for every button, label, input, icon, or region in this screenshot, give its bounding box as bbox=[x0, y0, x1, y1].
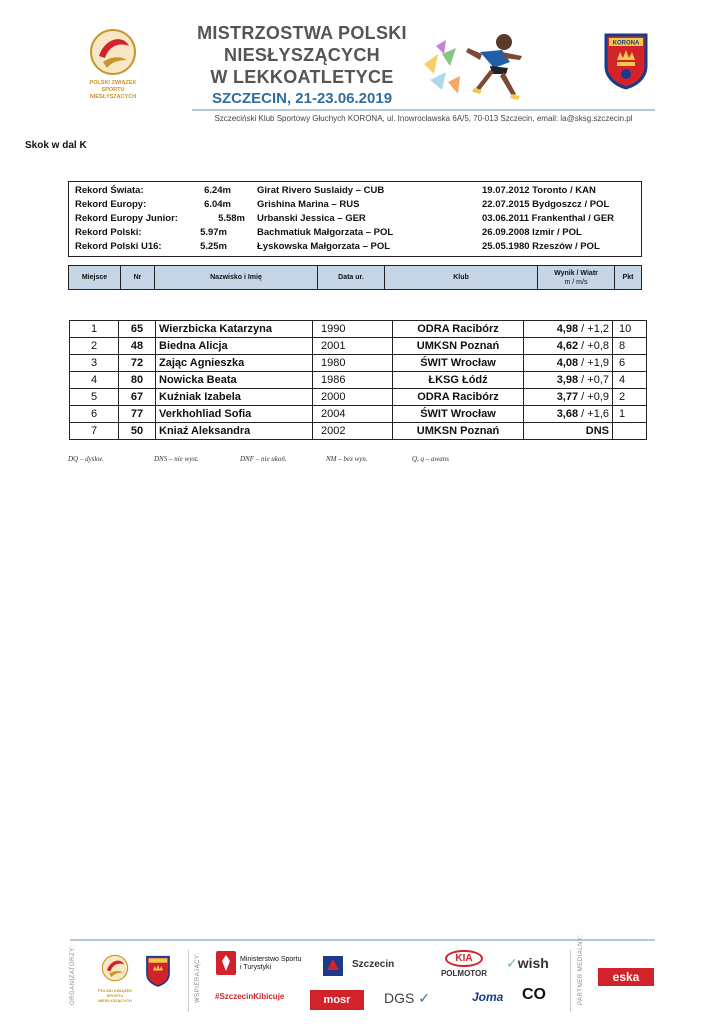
korona-logo-text: KORONA bbox=[612, 40, 640, 47]
szczecin-crest-icon bbox=[322, 955, 344, 977]
cell-place: 3 bbox=[70, 355, 119, 372]
col-points: Pkt bbox=[622, 274, 634, 281]
record-mark: 6.04m bbox=[204, 199, 231, 210]
cell-points: 1 bbox=[613, 406, 647, 423]
dgs-text: DGS bbox=[384, 990, 415, 1006]
polish-eagle-icon bbox=[216, 951, 236, 975]
cell-mark: 3,98 bbox=[556, 374, 579, 386]
footer-korona-shield-icon bbox=[145, 955, 171, 987]
record-place: 22.07.2015 Bydgoszcz / POL bbox=[482, 199, 610, 210]
table-row bbox=[70, 321, 647, 338]
cell-year: 2000 bbox=[313, 389, 393, 406]
sprinter-illustration-icon bbox=[420, 24, 530, 108]
cell-name: Zając Agnieszka bbox=[156, 355, 313, 372]
record-label: Rekord Polski U16: bbox=[75, 241, 162, 252]
results-table bbox=[69, 320, 647, 440]
cell-nr: 77 bbox=[119, 406, 156, 423]
footer-pzsn-text: POLSKI ZWIĄZEK SPORTU NIESŁYSZĄCYCH bbox=[97, 988, 133, 1003]
record-label: Rekord Polski: bbox=[75, 227, 142, 238]
hashtag-text: #SzczecinKibicuje bbox=[215, 992, 285, 1001]
cell-club: UMKSN Poznań bbox=[393, 423, 524, 440]
results-column-header bbox=[68, 265, 642, 290]
table-row bbox=[70, 338, 647, 355]
korona-logo bbox=[603, 32, 649, 90]
cell-mark: 4,98 bbox=[556, 323, 579, 335]
cell-mark: DNS bbox=[585, 425, 609, 437]
col-nr: Nr bbox=[121, 266, 155, 289]
cell-result bbox=[524, 338, 613, 355]
cell-wind: / +0,9 bbox=[578, 391, 609, 403]
col-club: Klub bbox=[385, 266, 538, 289]
organizers-label: ORGANIZATORZY: bbox=[70, 945, 76, 1005]
cell-place: 7 bbox=[70, 423, 119, 440]
cell-year: 2002 bbox=[313, 423, 393, 440]
record-row bbox=[69, 185, 641, 199]
col-birth: Data ur. bbox=[318, 266, 385, 289]
cell-points: 4 bbox=[613, 372, 647, 389]
abbreviation-legend bbox=[68, 455, 488, 465]
title-line-1: MISTRZOSTWA POLSKI bbox=[197, 23, 407, 43]
table-row bbox=[70, 372, 647, 389]
cell-wind: / +1,9 bbox=[578, 357, 609, 369]
korona-shield-icon bbox=[603, 32, 649, 90]
record-mark: 5.58m bbox=[218, 213, 245, 224]
cell-name: Nowicka Beata bbox=[156, 372, 313, 389]
record-row bbox=[69, 213, 641, 227]
cell-year: 1986 bbox=[313, 372, 393, 389]
cell-result bbox=[524, 406, 613, 423]
cell-result bbox=[524, 423, 613, 440]
dgs-check-icon: ✓ bbox=[414, 990, 430, 1006]
cell-mark: 4,62 bbox=[556, 340, 579, 352]
cell-points: 8 bbox=[613, 338, 647, 355]
cell-club: ŁKSG Łódź bbox=[393, 372, 524, 389]
partner-label: PARTNER MEDIALNY: bbox=[578, 934, 584, 1005]
cell-year: 1980 bbox=[313, 355, 393, 372]
cell-nr: 80 bbox=[119, 372, 156, 389]
support-label: WSPIERAJĄCY: bbox=[195, 952, 201, 1003]
cell-place: 1 bbox=[70, 321, 119, 338]
cell-name: Kuźniak Izabela bbox=[156, 389, 313, 406]
pzsn-emblem-icon bbox=[89, 26, 137, 78]
record-place: 19.07.2012 Toronto / KAN bbox=[482, 185, 596, 196]
cell-name: Kniaź Aleksandra bbox=[156, 423, 313, 440]
cell-name: Verkhohliad Sofia bbox=[156, 406, 313, 423]
cell-year: 2001 bbox=[313, 338, 393, 355]
cell-mark: 4,08 bbox=[556, 357, 579, 369]
footer-divider-2 bbox=[570, 950, 571, 1012]
legend-dns: DNS – nie wyst. bbox=[154, 455, 199, 463]
table-row bbox=[70, 423, 647, 440]
title-line-3: W LEKKOATLETYCE bbox=[210, 67, 394, 87]
cell-wind: / +1,6 bbox=[578, 408, 609, 420]
legend-q: Q, q – awans bbox=[412, 455, 449, 463]
cell-nr: 48 bbox=[119, 338, 156, 355]
cell-nr: 65 bbox=[119, 321, 156, 338]
cell-points: 6 bbox=[613, 355, 647, 372]
table-row bbox=[70, 355, 647, 372]
col-result-units: m / m/s bbox=[564, 278, 588, 286]
record-holder: Łyskowska Małgorzata – POL bbox=[257, 241, 391, 252]
cell-place: 5 bbox=[70, 389, 119, 406]
footer-pzsn-logo bbox=[96, 953, 134, 1003]
organizer-address: Szczeciński Klub Sportowy Głuchych KORONA, ul. Inowrocławska 6A/5, 70-013 Szczecin, email: la@sksg.szczecin.pl bbox=[214, 114, 633, 123]
record-place: 26.09.2008 Izmir / POL bbox=[482, 227, 582, 238]
table-row bbox=[70, 406, 647, 423]
cell-club: ODRA Racibórz bbox=[393, 321, 524, 338]
cell-club: ODRA Racibórz bbox=[393, 389, 524, 406]
cell-nr: 67 bbox=[119, 389, 156, 406]
cell-wind: / +0,8 bbox=[578, 340, 609, 352]
cell-mark: 3,77 bbox=[556, 391, 579, 403]
cell-nr: 50 bbox=[119, 423, 156, 440]
col-name: Nazwisko i Imię bbox=[155, 266, 318, 289]
cell-year: 2004 bbox=[313, 406, 393, 423]
record-holder: Urbanski Jessica – GER bbox=[257, 213, 366, 224]
szczecin-logo bbox=[322, 955, 402, 977]
record-place: 03.06.2011 Frankenthal / GER bbox=[482, 213, 615, 224]
record-row bbox=[69, 227, 641, 241]
record-mark: 5.97m bbox=[200, 227, 227, 238]
kia-logo bbox=[436, 948, 492, 978]
legend-dnf: DNF – nie ukoń. bbox=[240, 455, 287, 463]
cell-place: 6 bbox=[70, 406, 119, 423]
legend-nm: NM – bez wyn. bbox=[326, 455, 368, 463]
col-result bbox=[538, 266, 615, 289]
record-holder: Grishina Marina – RUS bbox=[257, 199, 360, 210]
record-label: Rekord Europy Junior: bbox=[75, 213, 178, 224]
cell-club: ŚWIT Wrocław bbox=[393, 406, 524, 423]
cell-points: 2 bbox=[613, 389, 647, 406]
record-label: Rekord Europy: bbox=[75, 199, 147, 210]
cell-place: 4 bbox=[70, 372, 119, 389]
event-title: Skok w dal K bbox=[25, 140, 87, 151]
legend-dq: DQ – dyskw. bbox=[68, 455, 104, 463]
title-line-2: NIESŁYSZĄCYCH bbox=[224, 45, 380, 65]
kia-mark: KIA bbox=[445, 950, 482, 967]
col-result-label: Wynik / Wiatr bbox=[554, 269, 598, 277]
pzsn-emblem-icon bbox=[101, 953, 129, 983]
cell-place: 2 bbox=[70, 338, 119, 355]
record-holder: Bachmatiuk Małgorzata – POL bbox=[257, 227, 394, 238]
cell-result bbox=[524, 321, 613, 338]
pzsn-logo-text: POLSKI ZWIĄZEK SPORTU NIESŁYSZĄCYCH bbox=[89, 80, 137, 100]
header-divider bbox=[192, 109, 655, 111]
cell-nr: 72 bbox=[119, 355, 156, 372]
record-holder: Girat Rivero Suslaidy – CUB bbox=[257, 185, 385, 196]
ministry-text: Ministerstwo Sportu i Turystyki bbox=[240, 956, 302, 971]
footer-divider bbox=[70, 939, 655, 941]
wish-text: wish bbox=[517, 955, 549, 971]
event-header bbox=[192, 22, 412, 109]
col-place: Miejsce bbox=[69, 266, 121, 289]
cell-club: ŚWIT Wrocław bbox=[393, 355, 524, 372]
mosr-logo: mosr bbox=[310, 990, 364, 1010]
cell-result bbox=[524, 389, 613, 406]
cell-points bbox=[613, 423, 647, 440]
dgs-logo bbox=[384, 990, 430, 1007]
records-box bbox=[68, 181, 642, 257]
footer-divider-1 bbox=[188, 950, 189, 1012]
cell-name: Biedna Alicja bbox=[156, 338, 313, 355]
wish-check-icon: ✓ bbox=[506, 955, 518, 971]
ministry-logo bbox=[216, 951, 308, 977]
polmotor-text: POLMOTOR bbox=[440, 969, 488, 978]
cell-wind: / +0,7 bbox=[578, 374, 609, 386]
co-logo: CO bbox=[522, 986, 546, 1003]
record-mark: 5.25m bbox=[200, 241, 227, 252]
joma-logo: Joma bbox=[472, 990, 504, 1004]
record-label: Rekord Świata: bbox=[75, 185, 144, 196]
eska-logo: eska bbox=[598, 968, 654, 986]
record-place: 25.05.1980 Rzeszów / POL bbox=[482, 241, 600, 252]
cell-mark: 3,68 bbox=[556, 408, 579, 420]
wish-logo bbox=[506, 955, 549, 972]
cell-result bbox=[524, 372, 613, 389]
table-row bbox=[70, 389, 647, 406]
cell-club: UMKSN Poznań bbox=[393, 338, 524, 355]
cell-name: Wierzbicka Katarzyna bbox=[156, 321, 313, 338]
pzsn-logo bbox=[78, 26, 148, 106]
cell-wind: / +1,2 bbox=[578, 323, 609, 335]
record-row bbox=[69, 199, 641, 213]
cell-year: 1990 bbox=[313, 321, 393, 338]
szczecin-text: Szczecin bbox=[352, 959, 395, 970]
event-date: SZCZECIN, 21-23.06.2019 bbox=[211, 90, 393, 107]
cell-points: 10 bbox=[613, 321, 647, 338]
cell-result bbox=[524, 355, 613, 372]
record-mark: 6.24m bbox=[204, 185, 231, 196]
record-row bbox=[69, 241, 641, 255]
